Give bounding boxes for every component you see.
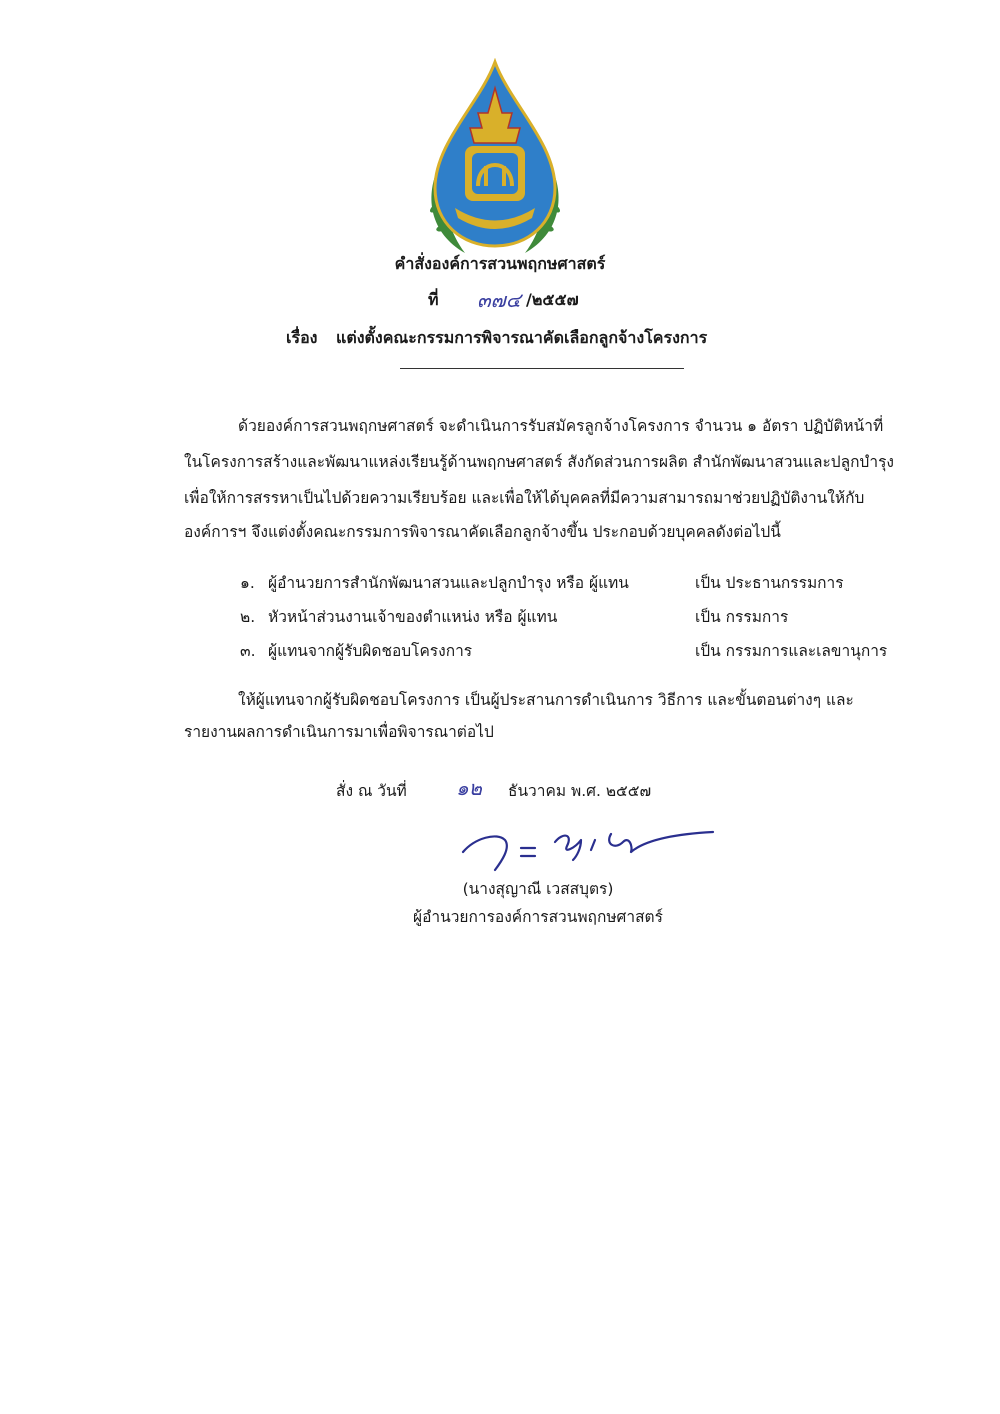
para2-line-1: ให้ผู้แทนจากผู้รับผิดชอบโครงการ เป็นผู้ประสานการดำเนินการ วิธีการ และขั้นตอนต่างๆ และ <box>238 691 854 709</box>
order-number-label: ที่ <box>428 290 439 309</box>
given-date-day: ๑๒ <box>456 776 482 800</box>
subject-text: แต่งตั้งคณะกรรมการพิจารณาคัดเลือกลูกจ้างโครงการ <box>336 328 708 347</box>
committee-item-role: เป็น ประธานกรรมการ <box>695 574 844 592</box>
committee-item-name: ผู้แทนจากผู้รับผิดชอบโครงการ <box>268 642 473 660</box>
signatory-name: (นางสุญาณี เวสสบุตร) <box>462 880 614 898</box>
committee-item-role: เป็น กรรมการและเลขานุการ <box>695 642 888 660</box>
order-number: ๓๗๔ <box>477 288 521 312</box>
signatory-position: ผู้อำนวยการองค์การสวนพฤกษศาสตร์ <box>413 908 663 926</box>
committee-item-name: ผู้อำนวยการสำนักพัฒนาสวนและปลูกบำรุง หรือ ผู้แทน <box>268 574 629 592</box>
given-date-month-year: ธันวาคม พ.ศ. ๒๕๕๗ <box>508 782 652 800</box>
committee-item-number: ๑. <box>240 574 255 592</box>
subject-label: เรื่อง <box>286 328 318 347</box>
committee-item-name: หัวหน้าส่วนงานเจ้าของตำแหน่ง หรือ ผู้แทน <box>268 608 558 626</box>
given-date-prefix: สั่ง ณ วันที่ <box>336 782 407 800</box>
header-divider <box>400 368 684 369</box>
committee-item-role: เป็น กรรมการ <box>695 608 789 626</box>
order-year: /๒๕๕๗ <box>526 290 579 309</box>
para1-line-3: เพื่อให้การสรรหาเป็นไปด้วยความเรียบร้อย และเพื่อให้ได้บุคคลที่มีความสามารถมาช่วยปฏิบัติงานให้กับ <box>184 489 865 507</box>
committee-item-number: ๓. <box>240 642 256 660</box>
para1-line-1: ด้วยองค์การสวนพฤกษศาสตร์ จะดำเนินการรับสมัครลูกจ้างโครงการ จำนวน ๑ อัตรา ปฏิบัติหน้าที่ <box>238 417 884 435</box>
para1-line-4: องค์การฯ จึงแต่งตั้งคณะกรรมการพิจารณาคัดเลือกลูกจ้างขึ้น ประกอบด้วยบุคคลดังต่อไปนี้ <box>184 523 781 541</box>
para2-line-2: รายงานผลการดำเนินการมาเพื่อพิจารณาต่อไป <box>184 723 494 741</box>
order-title: คำสั่งองค์การสวนพฤกษศาสตร์ <box>394 254 606 273</box>
para1-line-2: ในโครงการสร้างและพัฒนาแหล่งเรียนรู้ด้านพฤกษศาสตร์ สังกัดส่วนการผลิต สำนักพัฒนาสวนและปลูกบำรุง <box>184 453 894 471</box>
committee-item-number: ๒. <box>240 608 256 626</box>
organization-logo <box>420 58 570 263</box>
handwritten-signature <box>455 818 720 880</box>
